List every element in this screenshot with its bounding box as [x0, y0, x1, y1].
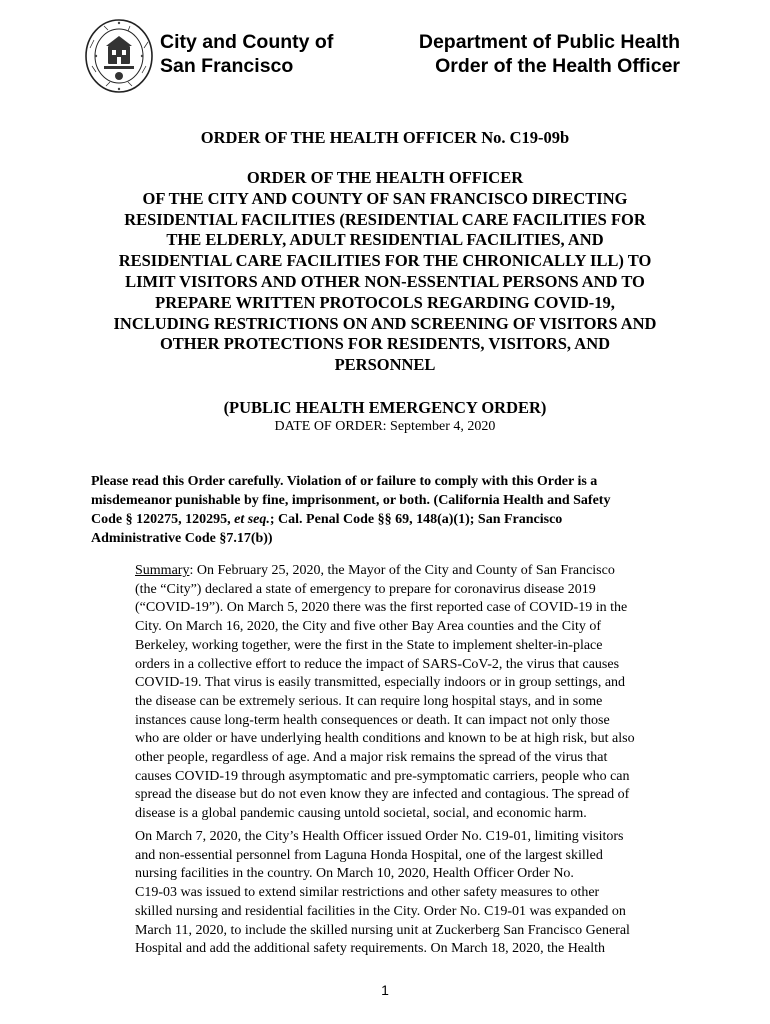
summary-line: the disease can be extremely serious. It can require long hospital stays, and in some	[135, 693, 603, 709]
summary-line: City. On March 16, 2020, the City and five other Bay Area counties and the City of	[135, 619, 602, 635]
date-of-order: DATE OF ORDER: September 4, 2020	[274, 419, 496, 434]
title-line: PERSONNEL	[334, 355, 436, 375]
paragraph-line: skilled nursing and residential facilities in the City. Order No. C19-01 was expanded on	[135, 903, 626, 919]
city-seal-icon	[84, 18, 154, 94]
summary-line: causes COVID-19 through asymptomatic and pre-symptomatic carriers, people who can	[135, 768, 630, 784]
page-number: 1	[381, 982, 389, 998]
summary-line: (“COVID-19”). On March 5, 2020 there was the first reported case of COVID-19 in the	[135, 600, 628, 616]
summary-line: Berkeley, working together, were the first in the State to implement shelter-in-place	[135, 637, 603, 653]
summary-line: (the “City”) declared a state of emergency to prepare for coronavirus disease 2019	[135, 581, 596, 597]
title-line: ORDER OF THE HEALTH OFFICER	[246, 168, 524, 187]
summary-line: other people, regardless of age. And a major risk remains the spread of the virus that	[135, 750, 608, 766]
legal-warning	[91, 472, 691, 548]
summary-text: : On February 25, 2020, the Mayor of the City and County of San Francisco	[189, 563, 615, 578]
paragraph-line: March 11, 2020, to include the skilled nursing unit at Zuckerberg San Francisco General	[135, 922, 630, 938]
title-line: INCLUDING RESTRICTIONS ON AND SCREENING OF VISITORS AND	[113, 313, 657, 333]
summary-line: COVID-19. That virus is easily transmitted, especially indoors or in group settings, and	[135, 675, 626, 691]
paragraph-line: and non-essential personnel from Laguna Honda Hospital, one of the largest skilled	[135, 847, 603, 863]
warning-line: misdemeanor punishable by fine, imprisonment, or both. (California Health and Safety	[91, 493, 611, 508]
header-left-line2: San Francisco	[160, 55, 294, 77]
summary-label: Summary	[135, 563, 190, 578]
summary-line: who are older or have underlying health conditions and known to be at high risk, but also	[135, 731, 635, 747]
title-line: LIMIT VISITORS AND OTHER NON-ESSENTIAL PERSONS AND TO	[125, 271, 645, 291]
title-line: RESIDENTIAL FACILITIES (RESIDENTIAL CARE FACILITIES FOR	[124, 209, 646, 229]
summary-line: spread the disease but do not even know they are infected and contagious. The spread of	[135, 787, 630, 803]
warning-italic-text: et seq.	[234, 512, 270, 527]
warning-line	[91, 510, 691, 529]
title-line: THE ELDERLY, ADULT RESIDENTIAL FACILITIES, AND	[166, 230, 604, 250]
warning-text: Code § 120275, 120295,	[91, 512, 235, 527]
warning-line: Administrative Code §7.17(b))	[91, 531, 273, 546]
history-paragraph	[135, 828, 675, 959]
warning-line: Please read this Order carefully. Violation of or failure to comply with this Order is a	[91, 474, 598, 489]
paragraph-line: C19-03 was issued to extend similar restrictions and other safety measures to other	[135, 885, 600, 901]
summary-line: disease is a global pandemic causing untold societal, social, and economic harm.	[135, 806, 587, 822]
warning-text: ; Cal. Penal Code §§ 69, 148(a)(1); San Francisco	[269, 512, 563, 527]
title-line: OTHER PROTECTIONS FOR RESIDENTS, VISITORS, AND	[159, 334, 611, 354]
title-line: RESIDENTIAL CARE FACILITIES FOR THE CHRONICALLY ILL) TO	[118, 251, 652, 271]
title-line: OF THE CITY AND COUNTY OF SAN FRANCISCO DIRECTING	[142, 188, 628, 208]
paragraph-line: On March 7, 2020, the City’s Health Officer issued Order No. C19-01, limiting visitors	[135, 829, 624, 844]
summary-line	[135, 562, 675, 581]
header-department	[419, 30, 680, 78]
header-right-line1: Department of Public Health	[418, 31, 680, 53]
paragraph-line: nursing facilities in the country. On March 10, 2020, Health Officer Order No.	[135, 866, 574, 882]
title-line: PREPARE WRITTEN PROTOCOLS REGARDING COVID-19,	[155, 292, 615, 312]
emergency-order-label: (PUBLIC HEALTH EMERGENCY ORDER)	[223, 398, 547, 417]
summary-line: orders in a collective effort to reduce the impact of SARS-CoV-2, the virus that causes	[135, 656, 620, 672]
order-number-heading: ORDER OF THE HEALTH OFFICER No. C19-09b	[200, 128, 570, 147]
header-city-name	[160, 30, 333, 78]
header-left-line1: City and County of	[160, 31, 334, 53]
header-right-line2: Order of the Health Officer	[435, 55, 680, 77]
paragraph-line: Hospital and add the additional safety requirements. On March 18, 2020, the Health	[135, 941, 606, 957]
summary-line: instances cause long-term health consequences or death. It can impact not only those	[135, 712, 610, 728]
order-title	[80, 168, 690, 376]
summary-paragraph	[135, 562, 675, 824]
